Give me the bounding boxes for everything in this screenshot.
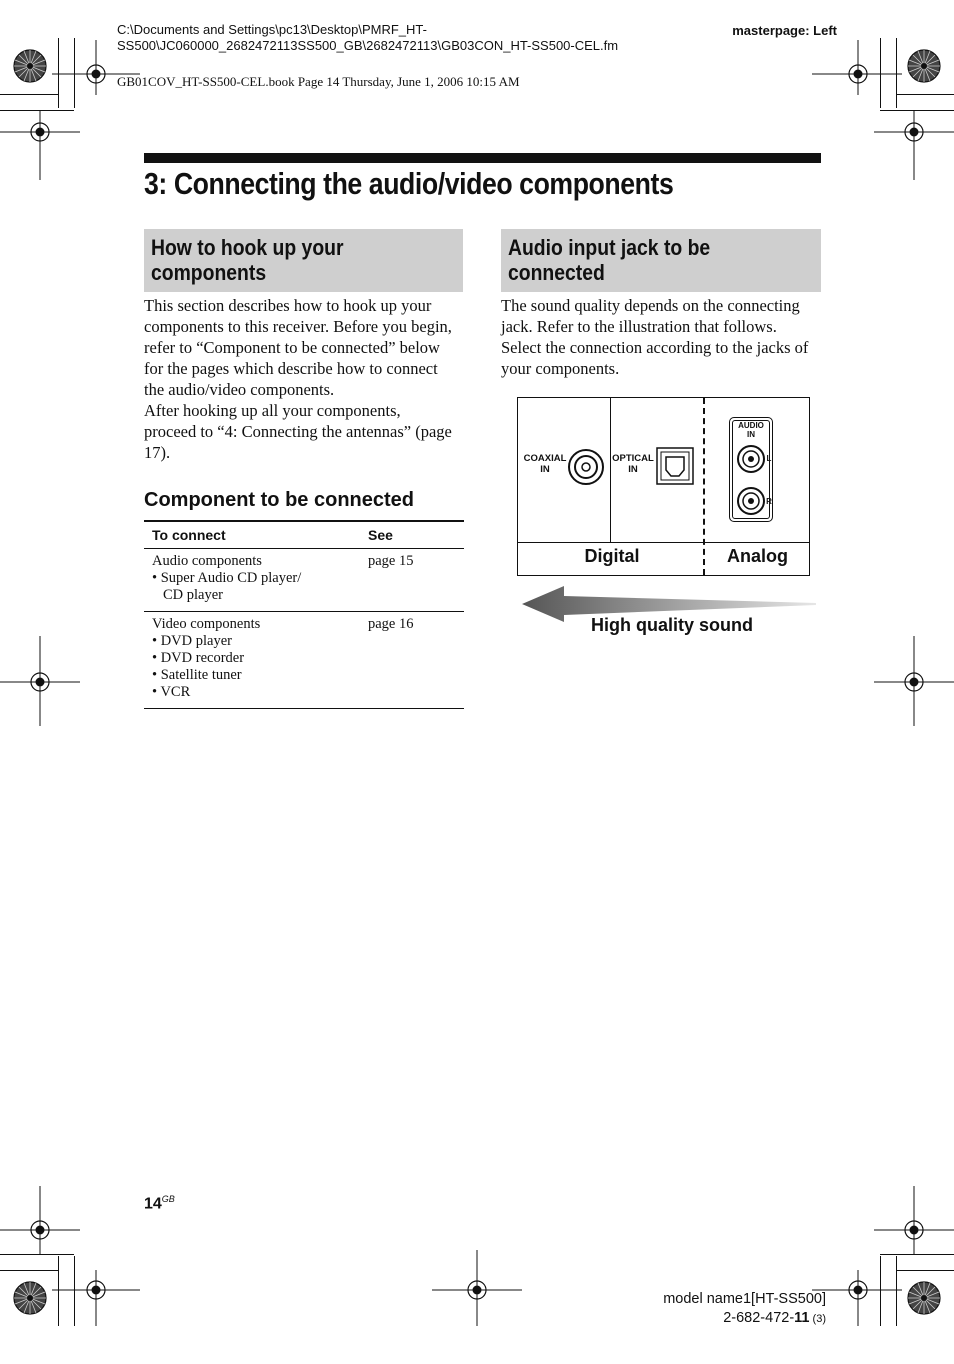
coaxial-label: COAXIAL IN [523, 453, 567, 475]
analog-label: Analog [727, 546, 788, 566]
list-item: • DVD player [152, 633, 232, 649]
audio-input-body-text [501, 295, 823, 379]
audio-jack-right-icon [735, 485, 767, 517]
table-cell [144, 612, 360, 709]
body-line: After hooking up all your components, [144, 401, 401, 420]
audio-in-label: AUDIO IN [738, 421, 764, 439]
optical-jack-icon [655, 446, 695, 486]
table-header-row [144, 521, 464, 549]
body-line: Select the connection according to the jacks of [501, 338, 809, 357]
model-footer [600, 1290, 826, 1329]
column-header-to-connect: To connect [144, 521, 360, 549]
body-line: The sound quality depends on the connecting [501, 296, 800, 315]
color-target-icon [14, 1282, 46, 1314]
file-path-line: C:\Documents and Settings\pc13\Desktop\PMRF_HT- [117, 22, 427, 37]
file-path-line: SS500\JC060000_2682472113SS500_GB\2682472113\GB03CON_HT-SS500-CEL.fm [117, 38, 619, 53]
component-table [144, 520, 464, 709]
masterpage-label: masterpage: Left [732, 23, 837, 38]
page-reference: page 15 [360, 549, 464, 612]
color-target-icon [908, 50, 940, 82]
digital-label: Digital [584, 546, 640, 566]
table-row [144, 612, 464, 709]
table-cell [144, 549, 360, 612]
list-item: • VCR [152, 684, 191, 700]
model-name: model name1[HT-SS500] [663, 1291, 826, 1307]
body-line: This section describes how to hook up your [144, 296, 432, 315]
optical-label: OPTICAL IN [612, 453, 654, 475]
body-line: refer to “Component to be connected” below [144, 338, 440, 357]
body-line: for the pages which describe how to connect [144, 359, 438, 378]
body-line: jack. Refer to the illustration that follows. [501, 317, 777, 336]
jack-diagram [517, 397, 810, 576]
model-code: 2-682-472-11 (3) [723, 1310, 826, 1326]
section-heading-audio-input [501, 229, 821, 292]
row-title: Audio components [152, 553, 262, 569]
right-channel-label: R [766, 497, 772, 506]
body-line: your components. [501, 359, 620, 378]
heading-line: components [151, 260, 267, 285]
list-item: • DVD recorder [152, 650, 245, 666]
page-reference: page 16 [360, 612, 464, 709]
section-heading-hookup [144, 229, 463, 292]
body-line: the audio/video components. [144, 380, 335, 399]
list-item: • Super Audio CD player/ CD player [152, 570, 302, 603]
body-line: proceed to “4: Connecting the antennas” (page [144, 422, 452, 441]
heading-line: connected [508, 260, 605, 285]
page-title: 3: Connecting the audio/video components [144, 166, 674, 201]
color-target-icon [908, 1282, 940, 1314]
divider [518, 542, 809, 543]
file-path-header [117, 22, 677, 54]
component-table-heading: Component to be connected [144, 489, 414, 511]
list-item: • Satellite tuner [152, 667, 242, 683]
audio-jack-left-icon [735, 443, 767, 475]
high-quality-label: High quality sound [591, 615, 753, 635]
page-number: $14^{GB}$ [144, 1194, 175, 1213]
left-channel-label: L [766, 454, 772, 463]
hookup-body-text [144, 295, 464, 463]
body-line: 17). [144, 443, 171, 462]
heading-line: How to hook up your [151, 235, 344, 260]
book-info: GB01COV_HT-SS500-CEL.book Page 14 Thursday, June 1, 2006 10:15 AM [117, 74, 520, 89]
row-title: Video components [152, 616, 261, 632]
heading-line: Audio input jack to be [508, 235, 711, 260]
color-target-icon [14, 50, 46, 82]
column-header-see: See [360, 521, 464, 549]
table-row [144, 549, 464, 612]
coaxial-jack-icon [566, 447, 606, 487]
title-rule [144, 153, 821, 163]
body-line: components to this receiver. Before you begin, [144, 317, 452, 336]
